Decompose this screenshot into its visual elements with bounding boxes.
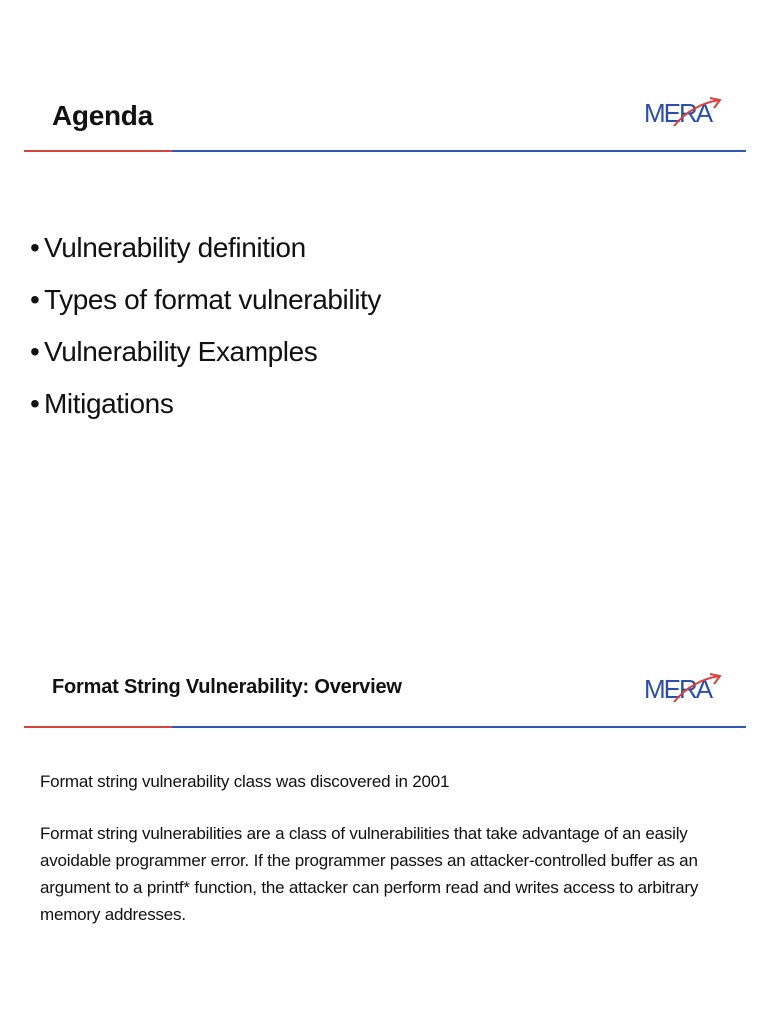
- title-divider: [24, 726, 746, 728]
- list-item-text: Vulnerability Examples: [44, 336, 318, 367]
- list-item: [30, 326, 381, 378]
- logo-swoosh-icon: [644, 672, 724, 708]
- logo-swoosh-icon: [644, 96, 724, 132]
- overview-paragraph: Format string vulnerability class was discovered in 2001: [40, 772, 450, 791]
- list-item: [30, 222, 381, 274]
- divider-red-segment: [24, 150, 172, 152]
- logo-text: MERA: [644, 98, 712, 128]
- agenda-list: [30, 222, 381, 430]
- list-item-text: Types of format vulnerability: [44, 284, 381, 315]
- overview-paragraph: Format string vulnerabilities are a class of vulnerabilities that take advantage of an easily avoidable programmer error. If the programmer passes an attacker-controlled buffer as an argument to a printf* function, the attacker can perform read and writes access to arbitrary memory addresses.: [40, 824, 699, 924]
- list-item-text: Vulnerability definition: [44, 232, 306, 263]
- mera-logo: [644, 672, 724, 708]
- overview-slide: [0, 640, 768, 1024]
- slide-title: Format String Vulnerability: Overview: [52, 676, 402, 698]
- bullet-dot: •: [30, 336, 40, 367]
- list-item: [30, 378, 381, 430]
- logo-text: MERA: [644, 674, 712, 704]
- list-item-text: Mitigations: [44, 388, 174, 419]
- divider-blue-segment: [172, 726, 746, 728]
- divider-blue-segment: [172, 150, 746, 152]
- bullet-dot: •: [30, 232, 40, 263]
- mera-logo: [644, 96, 724, 132]
- bullet-dot: •: [30, 388, 40, 419]
- title-divider: [24, 150, 746, 152]
- list-item: [30, 274, 381, 326]
- slide-title: Agenda: [52, 100, 153, 131]
- bullet-dot: •: [30, 284, 40, 315]
- divider-red-segment: [24, 726, 172, 728]
